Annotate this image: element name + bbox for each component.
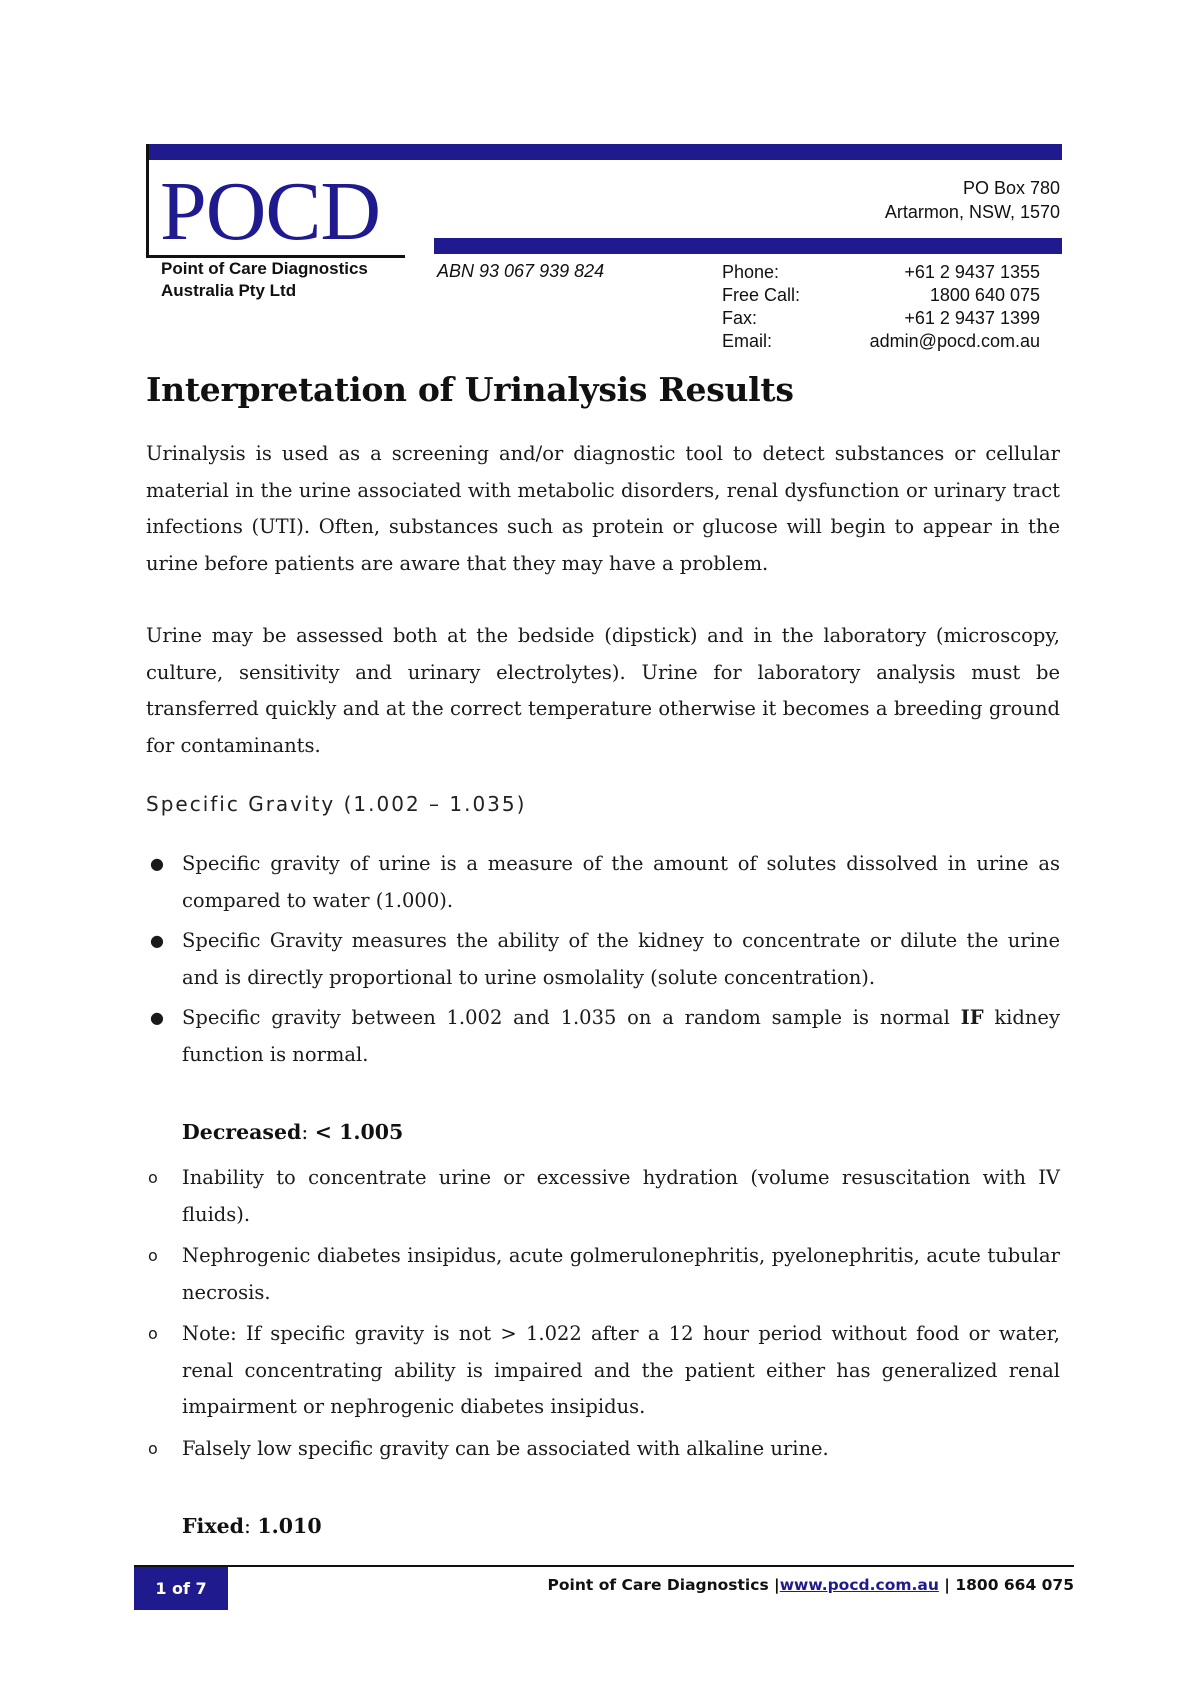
postal-address bbox=[885, 176, 1060, 224]
footer-company: Point of Care Diagnostics | bbox=[547, 1576, 780, 1594]
contact-label: Phone: bbox=[722, 262, 780, 282]
decreased-value: < 1.005 bbox=[314, 1120, 404, 1144]
footer-info bbox=[548, 1576, 1074, 1594]
bullet-icon: ● bbox=[150, 854, 164, 873]
contact-value: +61 2 9437 1399 bbox=[904, 308, 1040, 328]
contact-details bbox=[722, 261, 1040, 353]
abn-number: ABN 93 067 939 824 bbox=[437, 261, 605, 281]
contact-row-fax bbox=[722, 307, 1040, 330]
list-item bbox=[146, 846, 1060, 919]
list-item-text: Inability to concentrate urine or excessive hydration (volume resuscitation with IV fluids). bbox=[182, 1166, 1060, 1226]
footer-divider bbox=[134, 1565, 1074, 1567]
bullet-icon: ● bbox=[150, 931, 164, 950]
contact-value[interactable]: admin@pocd.com.au bbox=[869, 331, 1040, 351]
list-item bbox=[146, 1431, 1060, 1468]
contact-row-email bbox=[722, 330, 1040, 353]
list-item-text: Falsely low specific gravity can be associated with alkaline urine. bbox=[182, 1436, 829, 1460]
intro-paragraph: Urinalysis is used as a screening and/or diagnostic tool to detect substances or cellular material in the urine associated with metabolic disorders, renal dysfunction or urinary tract infections (UTI). Often, substances such as protein or glucose will begin to appear in the urine before patients are aware that they may have a problem. bbox=[146, 442, 1060, 575]
specific-gravity-bullets bbox=[146, 846, 1060, 1077]
decreased-subheading bbox=[182, 1120, 403, 1144]
assessment-paragraph: Urine may be assessed both at the bedside (dipstick) and in the laboratory (microscopy, culture, sensitivity and urinary electrolytes). Urine for laboratory analysis must be transferred quickly and at the correct temperature otherwise it becomes a breeding ground for contaminants. bbox=[146, 624, 1060, 757]
header-middle-bar bbox=[434, 238, 1062, 254]
list-item-text: Nephrogenic diabetes insipidus, acute golmerulonephritis, pyelonephritis, acute tubular necrosis. bbox=[182, 1244, 1060, 1304]
company-name-line2: Australia Pty Ltd bbox=[161, 281, 297, 300]
list-item bbox=[146, 1316, 1060, 1426]
fixed-label: Fixed bbox=[182, 1514, 244, 1538]
circle-bullet-icon: o bbox=[148, 1438, 158, 1458]
list-item-text-post: kidney function is normal. bbox=[182, 1006, 1060, 1066]
list-item bbox=[146, 1238, 1060, 1311]
company-name-line1: Point of Care Diagnostics bbox=[161, 259, 368, 278]
page-number: 1 of 7 bbox=[134, 1567, 228, 1610]
address-line1: PO Box 780 bbox=[962, 178, 1060, 198]
footer-phone: 1800 664 075 bbox=[955, 1576, 1074, 1594]
decreased-list bbox=[146, 1160, 1060, 1472]
contact-label: Fax: bbox=[722, 308, 758, 328]
document-title: Interpretation of Urinalysis Results bbox=[146, 370, 794, 409]
contact-value: +61 2 9437 1355 bbox=[904, 262, 1040, 282]
circle-bullet-icon: o bbox=[148, 1324, 158, 1343]
contact-value: 1800 640 075 bbox=[929, 285, 1040, 305]
footer-separator: | bbox=[938, 1576, 956, 1594]
decreased-separator: : bbox=[301, 1120, 315, 1144]
decreased-label: Decreased bbox=[182, 1120, 302, 1144]
contact-label: Email: bbox=[722, 331, 773, 351]
address-line2: Artarmon, NSW, 1570 bbox=[884, 202, 1060, 222]
fixed-value: 1.010 bbox=[257, 1514, 322, 1538]
list-item bbox=[146, 1000, 1060, 1073]
list-item-text: Specific gravity of urine is a measure of the amount of solutes dissolved in urine as compared to water (1.000). bbox=[182, 852, 1060, 912]
company-name bbox=[161, 258, 368, 302]
bullet-icon: ● bbox=[150, 1008, 164, 1027]
list-item-text: Specific Gravity measures the ability of the kidney to concentrate or dilute the urine and is directly proportional to urine osmolality (solute concentration). bbox=[182, 929, 1060, 989]
contact-row-freecall bbox=[722, 284, 1040, 307]
list-item bbox=[146, 1160, 1060, 1233]
circle-bullet-icon: o bbox=[148, 1168, 158, 1187]
contact-label: Free Call: bbox=[722, 285, 801, 305]
circle-bullet-icon: o bbox=[148, 1246, 158, 1265]
list-item-text-bold: IF bbox=[960, 1006, 984, 1029]
company-logo: POCD bbox=[160, 165, 381, 258]
footer-website-link[interactable]: www.pocd.com.au bbox=[779, 1576, 939, 1594]
fixed-separator: : bbox=[243, 1514, 258, 1538]
list-item-text-pre: Specific gravity between 1.002 and 1.035 on a random sample is normal bbox=[182, 1006, 961, 1029]
list-item-text: Note: If specific gravity is not > 1.022 after a 12 hour period without food or water, renal concentrating ability is impaired and the patient either has generalized renal impairment or nephrogenic diabetes insipidus. bbox=[182, 1322, 1060, 1418]
section-heading: Specific Gravity (1.002 – 1.035) bbox=[146, 792, 527, 816]
contact-row-phone bbox=[722, 261, 1040, 284]
list-item bbox=[146, 923, 1060, 996]
fixed-subheading bbox=[182, 1514, 322, 1538]
